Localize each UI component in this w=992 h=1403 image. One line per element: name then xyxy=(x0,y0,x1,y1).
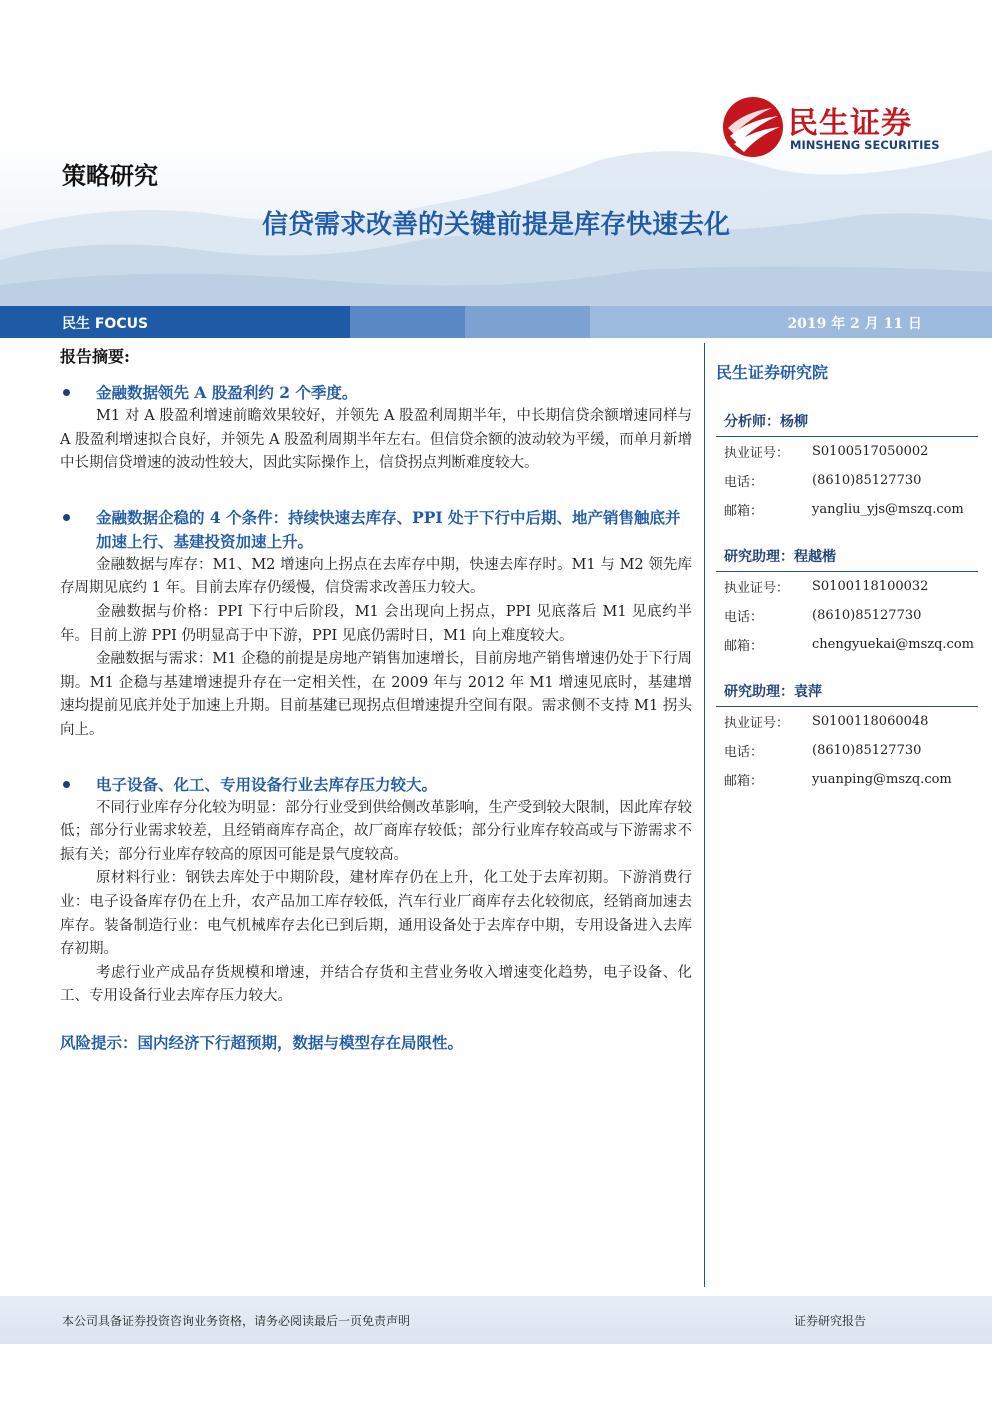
email-row xyxy=(716,495,978,524)
disclaimer-note: 本公司具备证券投资咨询业务资格，请务必阅读最后一页免责声明 xyxy=(62,1314,411,1328)
column-divider xyxy=(704,343,705,1287)
summary-column xyxy=(60,344,692,1053)
field-key: 电话： xyxy=(724,610,764,625)
paragraph: 原材料行业：钢铁去库处于中期阶段，建材库存仍在上升，化工处于去库初期。下游消费行业：电子设备库存仍在上升，农产品加工库存较低，汽车行业厂商库存去化较彻底，经销商加速去库存。装备制造行业：电气机械库存去化已到后期，通用设备处于去库存中期，专用设备进入去库存初期。 xyxy=(60,870,692,958)
phone-row xyxy=(716,736,978,765)
field-key: 电话： xyxy=(724,475,764,490)
paragraph: 考虑行业产成品存货规模和增速，并结合存货和主营业务收入增速变化趋势，电子设备、化工、专用设备行业去库存压力较大。 xyxy=(60,964,692,1005)
brand-name-en: MINSHENG SECURITIES xyxy=(790,138,940,152)
phone-number: (8610)85127730 xyxy=(812,743,922,758)
summary-title: 报告摘要: xyxy=(60,347,130,366)
phone-number: (8610)85127730 xyxy=(812,608,922,623)
focus-label: 民生 FOCUS xyxy=(62,316,149,332)
section-heading: 金融数据企稳的 4 个条件：持续快速去库存、PPI 处于下行中后期、地产销售触底并加速上行、基建投资加速上升。 xyxy=(96,507,681,551)
field-key: 执业证号： xyxy=(724,446,790,461)
assistant-card xyxy=(716,546,978,659)
phone-row xyxy=(716,466,978,495)
report-category: 策略研究 xyxy=(62,162,158,190)
header-bar xyxy=(0,306,992,338)
report-title: 信贷需求改善的关键前提是库存快速去化 xyxy=(261,210,730,240)
paragraph: 金融数据与价格：PPI 下行中后阶段，M1 会出现向上拐点，PPI 见底落后 M1 见底约半年。目前上游 PPI 仍明显高于中下游，PPI 见底仍需时日，M1 向上难度较大。 xyxy=(60,603,692,644)
email-row xyxy=(716,765,978,794)
field-key: 执业证号： xyxy=(724,716,790,731)
field-key: 执业证号： xyxy=(724,581,790,596)
license-row xyxy=(716,437,978,466)
field-key: 邮箱： xyxy=(724,639,764,654)
license-number: S0100118100032 xyxy=(812,579,929,594)
summary-section xyxy=(60,381,692,405)
summary-section xyxy=(60,506,692,554)
section-heading: 金融数据领先 A 股盈利约 2 个季度。 xyxy=(96,383,358,402)
section-heading: 电子设备、化工、专用设备行业去库存压力较大。 xyxy=(96,774,438,794)
field-key: 电话： xyxy=(724,745,764,760)
license-row xyxy=(716,572,978,601)
analyst-sidebar xyxy=(716,360,978,816)
analyst-name: 分析师：杨柳 xyxy=(716,411,978,437)
report-date: 2019 年 2 月 11 日 xyxy=(787,316,922,332)
phone-number: (8610)85127730 xyxy=(812,473,922,488)
risk-warning: 风险提示：国内经济下行超预期，数据与模型存在局限性。 xyxy=(60,1032,464,1052)
email-row xyxy=(716,630,978,659)
brand-logo xyxy=(722,96,962,160)
paragraph: 金融数据与需求：M1 企稳的前提是房地产销售加速增长，目前房地产销售增速仍处于下行周期。M1 企稳与基建增速提升存在一定相关性，在 2009 年与 2012 年 M1 增速见底时，基建增速均提前见底并处于加速上升期。目前基建已现拐点但增速提升空间有限。需求侧不支持 M1 拐头向上。 xyxy=(60,651,692,738)
bullet-icon xyxy=(63,514,70,521)
license-row xyxy=(716,707,978,736)
paragraph: 不同行业库存分化较为明显：部分行业受到供给侧改革影响，生产受到较大限制，因此库存较低；部分行业需求较差，且经销商库存高企，故厂商库存较低；部分行业库存较高或与下游需求不振有关；部分行业库存较高的原因可能是景气度较高。 xyxy=(60,799,692,863)
bullet-icon xyxy=(63,389,70,396)
email-link[interactable]: yuanping@mszq.com xyxy=(812,772,952,787)
minsheng-logo-icon xyxy=(722,96,784,158)
paragraph: 金融数据与库存：M1、M2 增速向上拐点在去库存中期，快速去库存时。M1 与 M2 领先库存周期见底约 1 年。目前去库存仍缓慢，信贷需求改善压力较大。 xyxy=(60,556,692,597)
license-number: S0100517050002 xyxy=(812,444,929,459)
assistant-card xyxy=(716,681,978,794)
paragraph: M1 对 A 股盈利增速前瞻效果较好，并领先 A 股盈利周期半年，中长期信贷余额增速同样与 A 股盈利增速拟合良好，并领先 A 股盈利周期半年左右。但信贷余额的波动较为平缓，而单月新增中长期信贷增速的波动性较大，因此实际操作上，信贷拐点判断难度较大。 xyxy=(60,408,692,472)
assistant-name: 研究助理：袁萍 xyxy=(716,681,978,707)
bullet-icon xyxy=(63,781,70,788)
email-link[interactable]: yangliu_yjs@mszq.com xyxy=(812,502,964,517)
field-key: 邮箱： xyxy=(724,504,764,519)
brand-name-cn: 民生证券 xyxy=(788,106,912,141)
institute-name: 民生证券研究院 xyxy=(716,363,829,382)
email-link[interactable]: chengyuekai@mszq.com xyxy=(812,637,974,652)
summary-section xyxy=(60,773,692,797)
field-key: 邮箱： xyxy=(724,774,764,789)
assistant-name: 研究助理：程越楷 xyxy=(716,546,978,572)
page-footer xyxy=(0,1296,992,1344)
license-number: S0100118060048 xyxy=(812,714,929,729)
phone-row xyxy=(716,601,978,630)
analyst-card xyxy=(716,411,978,524)
report-type: 证券研究报告 xyxy=(793,1314,866,1328)
